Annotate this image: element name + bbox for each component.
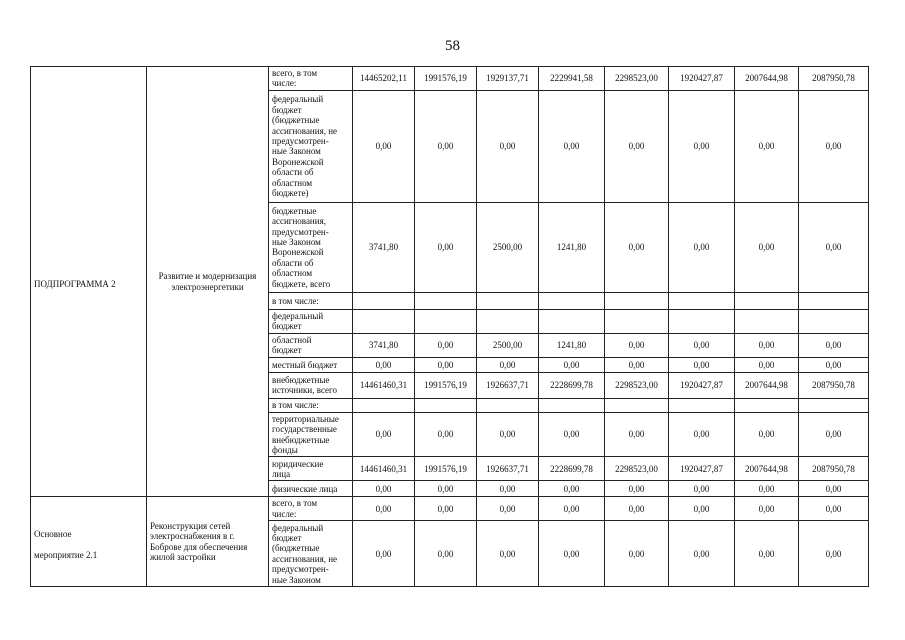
funding-source-line: (бюджетные bbox=[272, 543, 320, 554]
amount-cell bbox=[539, 398, 605, 412]
funding-source-line: юридические bbox=[272, 458, 324, 469]
amount-cell: 0,00 bbox=[799, 90, 869, 202]
program-description-line: Боброве для обеспечения bbox=[150, 541, 248, 552]
funding-source-line: фонды bbox=[272, 445, 298, 456]
amount-cell: 0,00 bbox=[415, 412, 477, 457]
amount-cell bbox=[477, 309, 539, 333]
program-description-line: Реконструкция сетей bbox=[150, 521, 231, 532]
funding-source-line: бюджет bbox=[272, 345, 302, 356]
funding-source-line: источники, всего bbox=[272, 385, 338, 396]
amount-cell: 0,00 bbox=[669, 521, 735, 587]
amount-cell: 0,00 bbox=[415, 521, 477, 587]
amount-cell: 0,00 bbox=[477, 521, 539, 587]
amount-cell: 1920427,87 bbox=[669, 372, 735, 398]
amount-cell bbox=[353, 398, 415, 412]
funding-source-line: областном bbox=[272, 177, 313, 188]
funding-source-line: бюджете) bbox=[272, 187, 309, 198]
amount-cell bbox=[735, 398, 799, 412]
amount-cell: 0,00 bbox=[415, 202, 477, 292]
amount-cell bbox=[669, 309, 735, 333]
amount-cell bbox=[539, 309, 605, 333]
funding-source-line: числе: bbox=[272, 508, 297, 519]
amount-cell bbox=[539, 292, 605, 309]
amount-cell: 0,00 bbox=[353, 357, 415, 372]
program-description-cell bbox=[147, 67, 269, 497]
funding-source-cell bbox=[269, 292, 353, 309]
amount-cell bbox=[799, 309, 869, 333]
program-description-line: жилой застройки bbox=[150, 552, 216, 563]
amount-cell: 0,00 bbox=[415, 357, 477, 372]
amount-cell: 2228699,78 bbox=[539, 372, 605, 398]
amount-cell bbox=[669, 398, 735, 412]
amount-cell bbox=[353, 292, 415, 309]
amount-cell: 0,00 bbox=[415, 90, 477, 202]
amount-cell bbox=[799, 292, 869, 309]
funding-source-cell bbox=[269, 357, 353, 372]
amount-cell: 1991576,19 bbox=[415, 457, 477, 481]
amount-cell: 0,00 bbox=[605, 357, 669, 372]
amount-cell: 3741,80 bbox=[353, 333, 415, 357]
amount-cell: 0,00 bbox=[735, 481, 799, 497]
funding-source-cell bbox=[269, 457, 353, 481]
amount-cell: 0,00 bbox=[605, 333, 669, 357]
funding-source-line: ные Законом bbox=[272, 574, 321, 585]
funding-source-line: федеральный bbox=[272, 522, 324, 533]
amount-cell: 2087950,78 bbox=[799, 457, 869, 481]
funding-source-line: местный бюджет bbox=[272, 359, 338, 370]
amount-cell bbox=[605, 309, 669, 333]
amount-cell: 0,00 bbox=[799, 412, 869, 457]
funding-source-cell bbox=[269, 202, 353, 292]
amount-cell: 0,00 bbox=[735, 497, 799, 521]
program-description-cell bbox=[147, 497, 269, 587]
funding-source-line: бюджет bbox=[272, 321, 302, 332]
amount-cell: 2087950,78 bbox=[799, 372, 869, 398]
funding-source-cell bbox=[269, 481, 353, 497]
amount-cell: 0,00 bbox=[669, 90, 735, 202]
amount-cell: 0,00 bbox=[353, 497, 415, 521]
funding-source-cell bbox=[269, 412, 353, 457]
funding-source-cell bbox=[269, 372, 353, 398]
amount-cell: 1929137,71 bbox=[477, 67, 539, 91]
amount-cell: 0,00 bbox=[415, 481, 477, 497]
amount-cell: 1991576,19 bbox=[415, 372, 477, 398]
funding-source-cell bbox=[269, 90, 353, 202]
amount-cell bbox=[669, 292, 735, 309]
amount-cell: 1991576,19 bbox=[415, 67, 477, 91]
amount-cell: 14465202,11 bbox=[353, 67, 415, 91]
amount-cell: 0,00 bbox=[539, 412, 605, 457]
funding-source-line: бюджетные bbox=[272, 205, 317, 216]
amount-cell bbox=[735, 292, 799, 309]
amount-cell: 0,00 bbox=[605, 481, 669, 497]
amount-cell: 2500,00 bbox=[477, 333, 539, 357]
amount-cell: 0,00 bbox=[353, 412, 415, 457]
amount-cell: 1926637,71 bbox=[477, 372, 539, 398]
amount-cell: 1920427,87 bbox=[669, 67, 735, 91]
amount-cell: 2007644,98 bbox=[735, 372, 799, 398]
amount-cell: 0,00 bbox=[605, 412, 669, 457]
budget-table bbox=[30, 66, 869, 587]
funding-source-cell bbox=[269, 521, 353, 587]
funding-source-line: предусмотрен- bbox=[272, 564, 329, 575]
amount-cell: 3741,80 bbox=[353, 202, 415, 292]
amount-cell bbox=[735, 309, 799, 333]
amount-cell: 2007644,98 bbox=[735, 67, 799, 91]
program-name-line: ПОДПРОГРАММА 2 bbox=[34, 278, 116, 289]
amount-cell: 0,00 bbox=[415, 497, 477, 521]
funding-source-line: физические лица bbox=[272, 483, 338, 494]
funding-source-line: федеральный bbox=[272, 94, 324, 105]
amount-cell: 2500,00 bbox=[477, 202, 539, 292]
amount-cell: 0,00 bbox=[353, 521, 415, 587]
program-name-cell bbox=[31, 67, 147, 497]
amount-cell: 0,00 bbox=[539, 357, 605, 372]
funding-source-line: области об bbox=[272, 167, 314, 178]
amount-cell: 0,00 bbox=[799, 521, 869, 587]
funding-source-line: всего, в том bbox=[272, 498, 318, 509]
funding-source-line: бюджете, всего bbox=[272, 278, 331, 289]
amount-cell: 0,00 bbox=[539, 521, 605, 587]
amount-cell: 0,00 bbox=[605, 497, 669, 521]
program-name-line: Основное bbox=[34, 529, 72, 540]
funding-source-cell bbox=[269, 309, 353, 333]
funding-source-line: Воронежской bbox=[272, 156, 324, 167]
amount-cell: 0,00 bbox=[415, 333, 477, 357]
funding-source-line: внебюджетные bbox=[272, 374, 330, 385]
program-description-line: Развитие и модернизация bbox=[158, 271, 257, 282]
amount-cell: 0,00 bbox=[799, 357, 869, 372]
amount-cell bbox=[415, 398, 477, 412]
funding-source-line: ные Законом bbox=[272, 146, 321, 157]
funding-source-line: ассигнования, не bbox=[272, 553, 338, 564]
amount-cell: 0,00 bbox=[735, 90, 799, 202]
amount-cell: 0,00 bbox=[799, 497, 869, 521]
amount-cell bbox=[415, 309, 477, 333]
funding-source-line: областной bbox=[272, 334, 312, 345]
program-description-line: электроэнергетики bbox=[171, 281, 244, 292]
funding-source-cell bbox=[269, 67, 353, 91]
amount-cell: 14461460,31 bbox=[353, 372, 415, 398]
funding-source-line: федеральный bbox=[272, 310, 324, 321]
funding-source-line: бюджет bbox=[272, 104, 302, 115]
amount-cell: 2228699,78 bbox=[539, 457, 605, 481]
amount-cell: 14461460,31 bbox=[353, 457, 415, 481]
amount-cell: 0,00 bbox=[605, 90, 669, 202]
amount-cell: 0,00 bbox=[353, 90, 415, 202]
amount-cell: 0,00 bbox=[605, 521, 669, 587]
amount-cell: 0,00 bbox=[477, 412, 539, 457]
amount-cell bbox=[799, 398, 869, 412]
amount-cell: 1241,80 bbox=[539, 202, 605, 292]
amount-cell: 2298523,00 bbox=[605, 457, 669, 481]
amount-cell: 0,00 bbox=[799, 481, 869, 497]
amount-cell: 0,00 bbox=[669, 412, 735, 457]
program-description-line: электроснабжения в г. bbox=[150, 531, 235, 542]
amount-cell: 0,00 bbox=[353, 481, 415, 497]
funding-source-cell bbox=[269, 497, 353, 521]
amount-cell bbox=[477, 292, 539, 309]
program-name-cell bbox=[31, 497, 147, 587]
funding-source-line: внебюджетные bbox=[272, 434, 330, 445]
funding-source-line: ассигнования, bbox=[272, 216, 326, 227]
amount-cell: 2298523,00 bbox=[605, 67, 669, 91]
amount-cell: 0,00 bbox=[669, 202, 735, 292]
amount-cell bbox=[477, 398, 539, 412]
amount-cell: 2007644,98 bbox=[735, 457, 799, 481]
amount-cell: 2087950,78 bbox=[799, 67, 869, 91]
funding-source-line: территориальные bbox=[272, 413, 339, 424]
funding-source-line: ассигнования, не bbox=[272, 125, 338, 136]
amount-cell: 1926637,71 bbox=[477, 457, 539, 481]
amount-cell: 0,00 bbox=[735, 521, 799, 587]
amount-cell: 0,00 bbox=[477, 481, 539, 497]
funding-source-line: предусмотрен- bbox=[272, 135, 329, 146]
funding-source-line: области об bbox=[272, 257, 314, 268]
amount-cell: 0,00 bbox=[669, 497, 735, 521]
amount-cell: 0,00 bbox=[799, 202, 869, 292]
funding-source-line: числе: bbox=[272, 78, 297, 89]
amount-cell: 0,00 bbox=[735, 202, 799, 292]
amount-cell: 0,00 bbox=[799, 333, 869, 357]
amount-cell: 0,00 bbox=[477, 90, 539, 202]
table-row bbox=[31, 497, 869, 521]
amount-cell: 0,00 bbox=[669, 481, 735, 497]
amount-cell bbox=[353, 309, 415, 333]
funding-source-cell bbox=[269, 398, 353, 412]
funding-source-line: Воронежской bbox=[272, 247, 324, 258]
amount-cell: 1920427,87 bbox=[669, 457, 735, 481]
amount-cell: 0,00 bbox=[735, 357, 799, 372]
amount-cell: 0,00 bbox=[477, 497, 539, 521]
funding-source-line: всего, в том bbox=[272, 68, 318, 78]
page-number: 58 bbox=[445, 38, 460, 54]
amount-cell: 2298523,00 bbox=[605, 372, 669, 398]
amount-cell: 0,00 bbox=[735, 333, 799, 357]
funding-source-line: предусмотрен- bbox=[272, 226, 329, 237]
funding-source-line: бюджет bbox=[272, 532, 302, 543]
funding-source-line: в том числе: bbox=[272, 295, 319, 306]
amount-cell: 0,00 bbox=[539, 481, 605, 497]
amount-cell: 0,00 bbox=[539, 497, 605, 521]
funding-source-line: в том числе: bbox=[272, 400, 319, 411]
amount-cell: 0,00 bbox=[669, 357, 735, 372]
amount-cell: 0,00 bbox=[605, 202, 669, 292]
funding-source-line: государственные bbox=[272, 424, 337, 435]
amount-cell bbox=[415, 292, 477, 309]
amount-cell bbox=[605, 398, 669, 412]
funding-source-line: ные Законом bbox=[272, 236, 321, 247]
amount-cell: 0,00 bbox=[539, 90, 605, 202]
funding-source-line: областном bbox=[272, 268, 313, 279]
amount-cell: 2229941,58 bbox=[539, 67, 605, 91]
program-name-line: мероприятие 2.1 bbox=[34, 549, 98, 560]
amount-cell bbox=[605, 292, 669, 309]
amount-cell: 0,00 bbox=[735, 412, 799, 457]
funding-source-line: лица bbox=[272, 468, 291, 479]
amount-cell: 0,00 bbox=[477, 357, 539, 372]
table-row bbox=[31, 67, 869, 91]
funding-source-line: (бюджетные bbox=[272, 115, 320, 126]
funding-source-cell bbox=[269, 333, 353, 357]
amount-cell: 0,00 bbox=[669, 333, 735, 357]
amount-cell: 1241,80 bbox=[539, 333, 605, 357]
